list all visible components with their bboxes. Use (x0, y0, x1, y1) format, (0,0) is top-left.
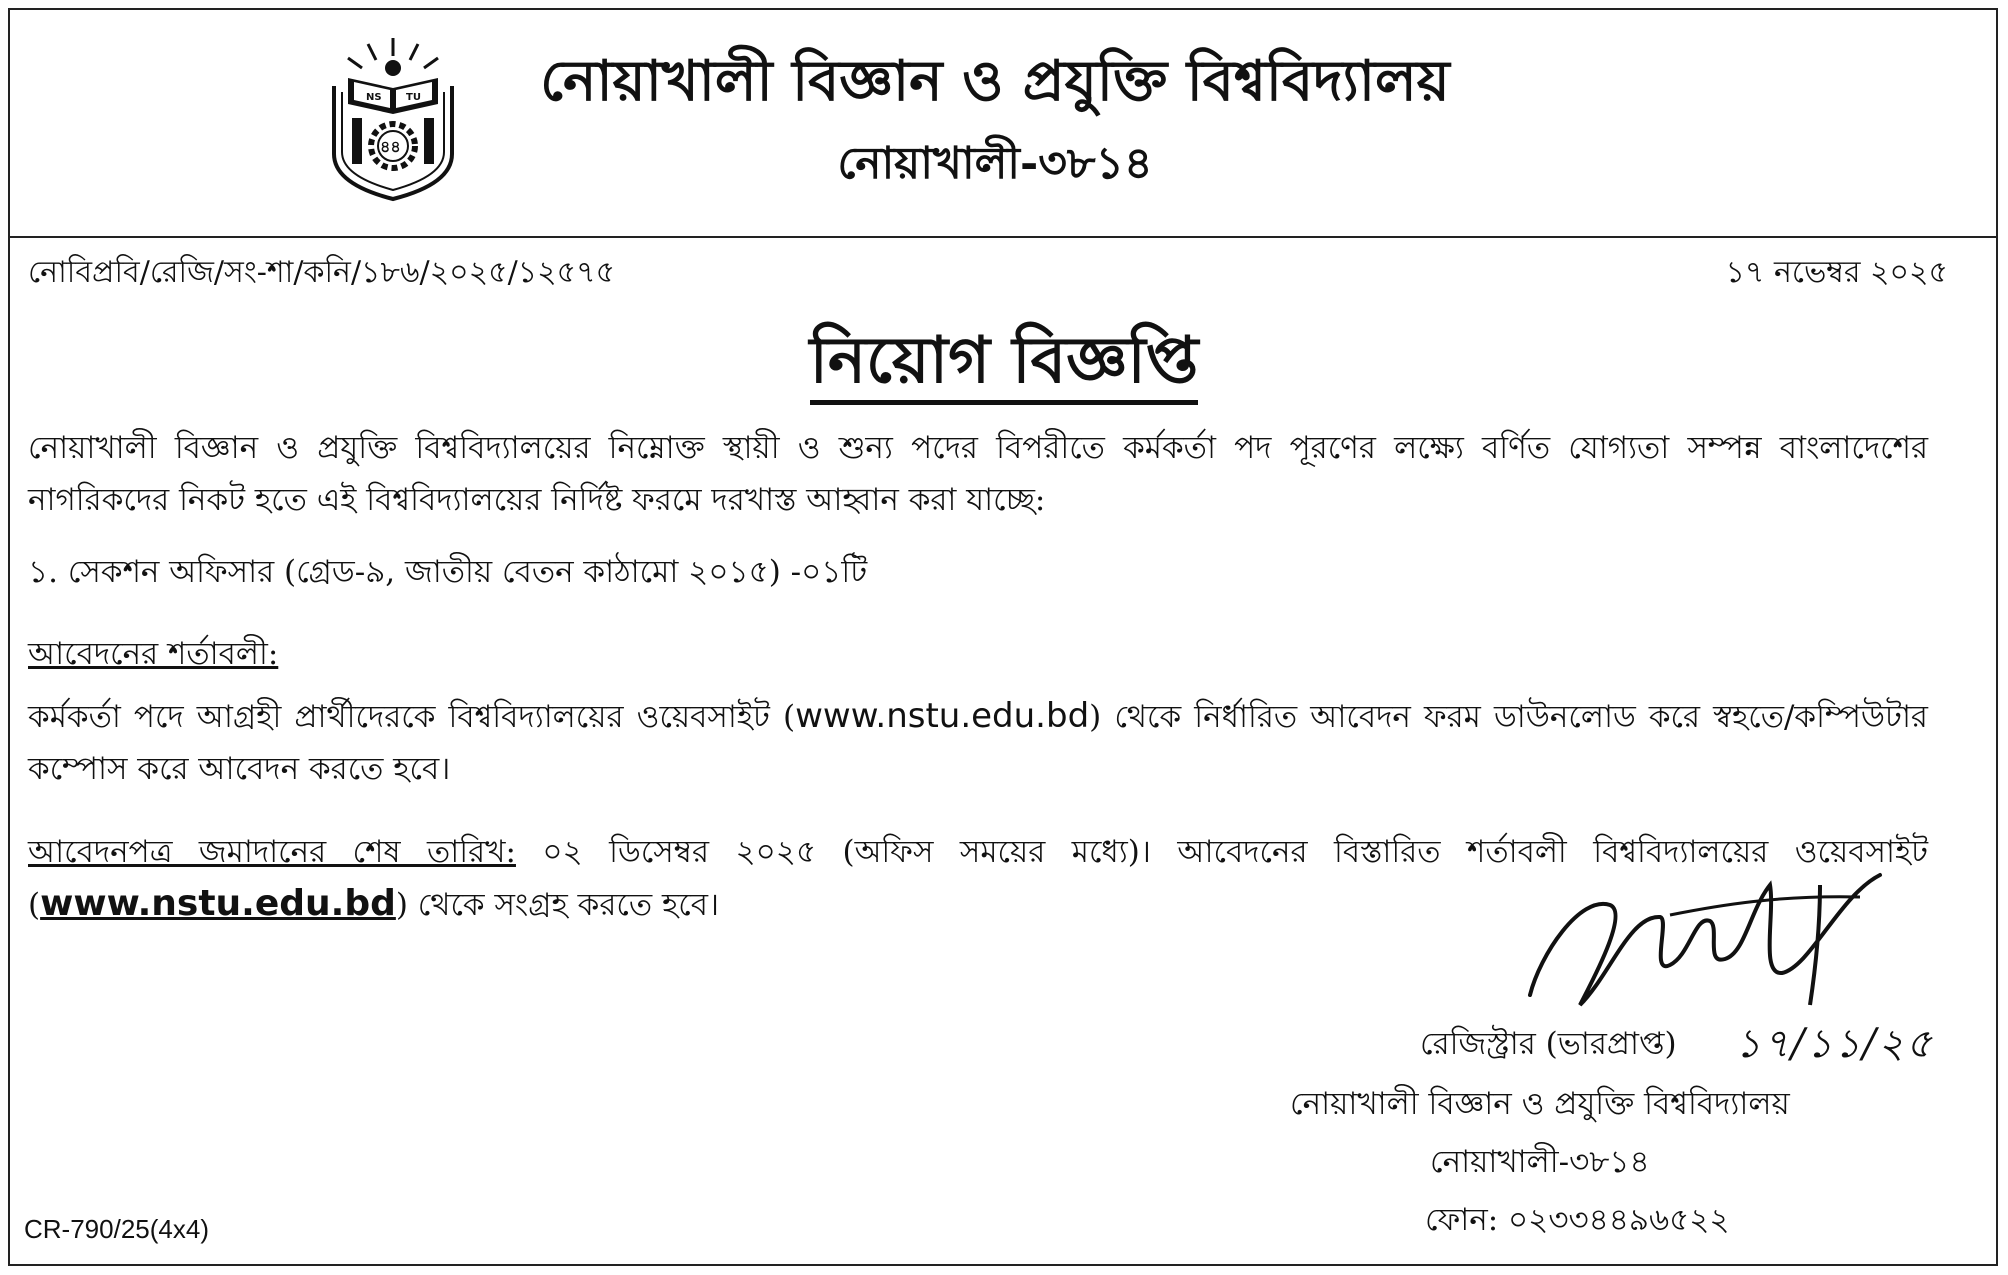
university-name: নোয়াখালী বিজ্ঞান ও প্রযুক্তি বিশ্ববিদ্যালয় (540, 48, 1450, 114)
signatory-address: নোয়াখালী-৩৮১৪ (1430, 1144, 1650, 1180)
notice-title-text: নিয়োগ বিজ্ঞপ্তি (810, 323, 1199, 405)
website-link[interactable]: www.nstu.edu.bd (795, 696, 1090, 736)
signatory-phone: ফোন: ০২৩৩৪৪৯৬৫২২ (1425, 1202, 1730, 1238)
svg-text:৪৪: ৪৪ (380, 137, 401, 156)
deadline-text: ০২ ডিসেম্বর ২০২৫ (অফিস সময়ের মধ্যে)। আবেদনের বিস্তারিত শর্তাবলী বিশ্ববিদ্যালয়ের ওয়েবসাইট ( (28, 834, 1928, 923)
notice-date: ১৭ নভেম্বর ২০২৫ (1725, 255, 1948, 290)
svg-text:NS: NS (366, 92, 382, 103)
position-item: ১. সেকশন অফিসার (গ্রেড-৯, জাতীয় বেতন কাঠামো ২০১৫) -০১টি (28, 554, 868, 590)
conditions-paragraph (28, 690, 1928, 795)
svg-text:TU: TU (406, 92, 421, 103)
conditions-heading: আবেদনের শর্তাবলী: (28, 636, 279, 672)
deadline-post: ) থেকে সংগ্রহ করতে হবে। (395, 887, 720, 923)
signatory-university: নোয়াখালী বিজ্ঞান ও প্রযুক্তি বিশ্ববিদ্যালয় (1290, 1086, 1790, 1122)
university-address: নোয়াখালী-৩৮১৪ (837, 138, 1153, 189)
website-link-bold[interactable]: www.nstu.edu.bd (40, 883, 396, 924)
conditions-text-post: ) থেকে নির্ধারিত আবেদন ফরম ডাউনলোড করে স্বহতে/কম্পিউটার কম্পোস করে আবেদন করতে হবে। (28, 699, 1928, 787)
signed-date: ১৭/১১/২৫ (1735, 1021, 1934, 1067)
university-seal-icon (318, 34, 468, 204)
conditions-text-pre: কর্মকর্তা পদে আগ্রহী প্রার্থীদেরকে বিশ্ববিদ্যালয়ের ওয়েবসাইট ( (28, 699, 796, 735)
handwritten-signature (1520, 855, 1900, 1015)
intro-paragraph: নোয়াখালী বিজ্ঞান ও প্রযুক্তি বিশ্ববিদ্যালয়ের নিম্নোক্ত স্থায়ী ও শুন্য পদের বিপরীতে কর্মকর্তা পদ পূরণের লক্ষ্যে বর্ণিত যোগ্যতা সম্পন্ন বাংলাদেশের নাগরিকদের নিকট হতে এই বিশ্ববিদ্যালয়ের নির্দিষ্ট ফরমে দরখাস্ত আহ্বান করা যাচ্ছে: (28, 430, 1928, 518)
reference-number: নোবিপ্রবি/রেজি/সং-শা/কনি/১৮৬/২০২৫/১২৫৭৫ (28, 255, 616, 290)
signatory-title: রেজিস্ট্রার (ভারপ্রাপ্ত) (1420, 1026, 1677, 1062)
header-divider (8, 236, 1998, 238)
deadline-label: আবেদনপত্র জমাদানের শেষ তারিখ: (28, 834, 516, 870)
cr-code: CR-790/25(4x4) (24, 1214, 209, 1244)
notice-title (0, 312, 2008, 419)
